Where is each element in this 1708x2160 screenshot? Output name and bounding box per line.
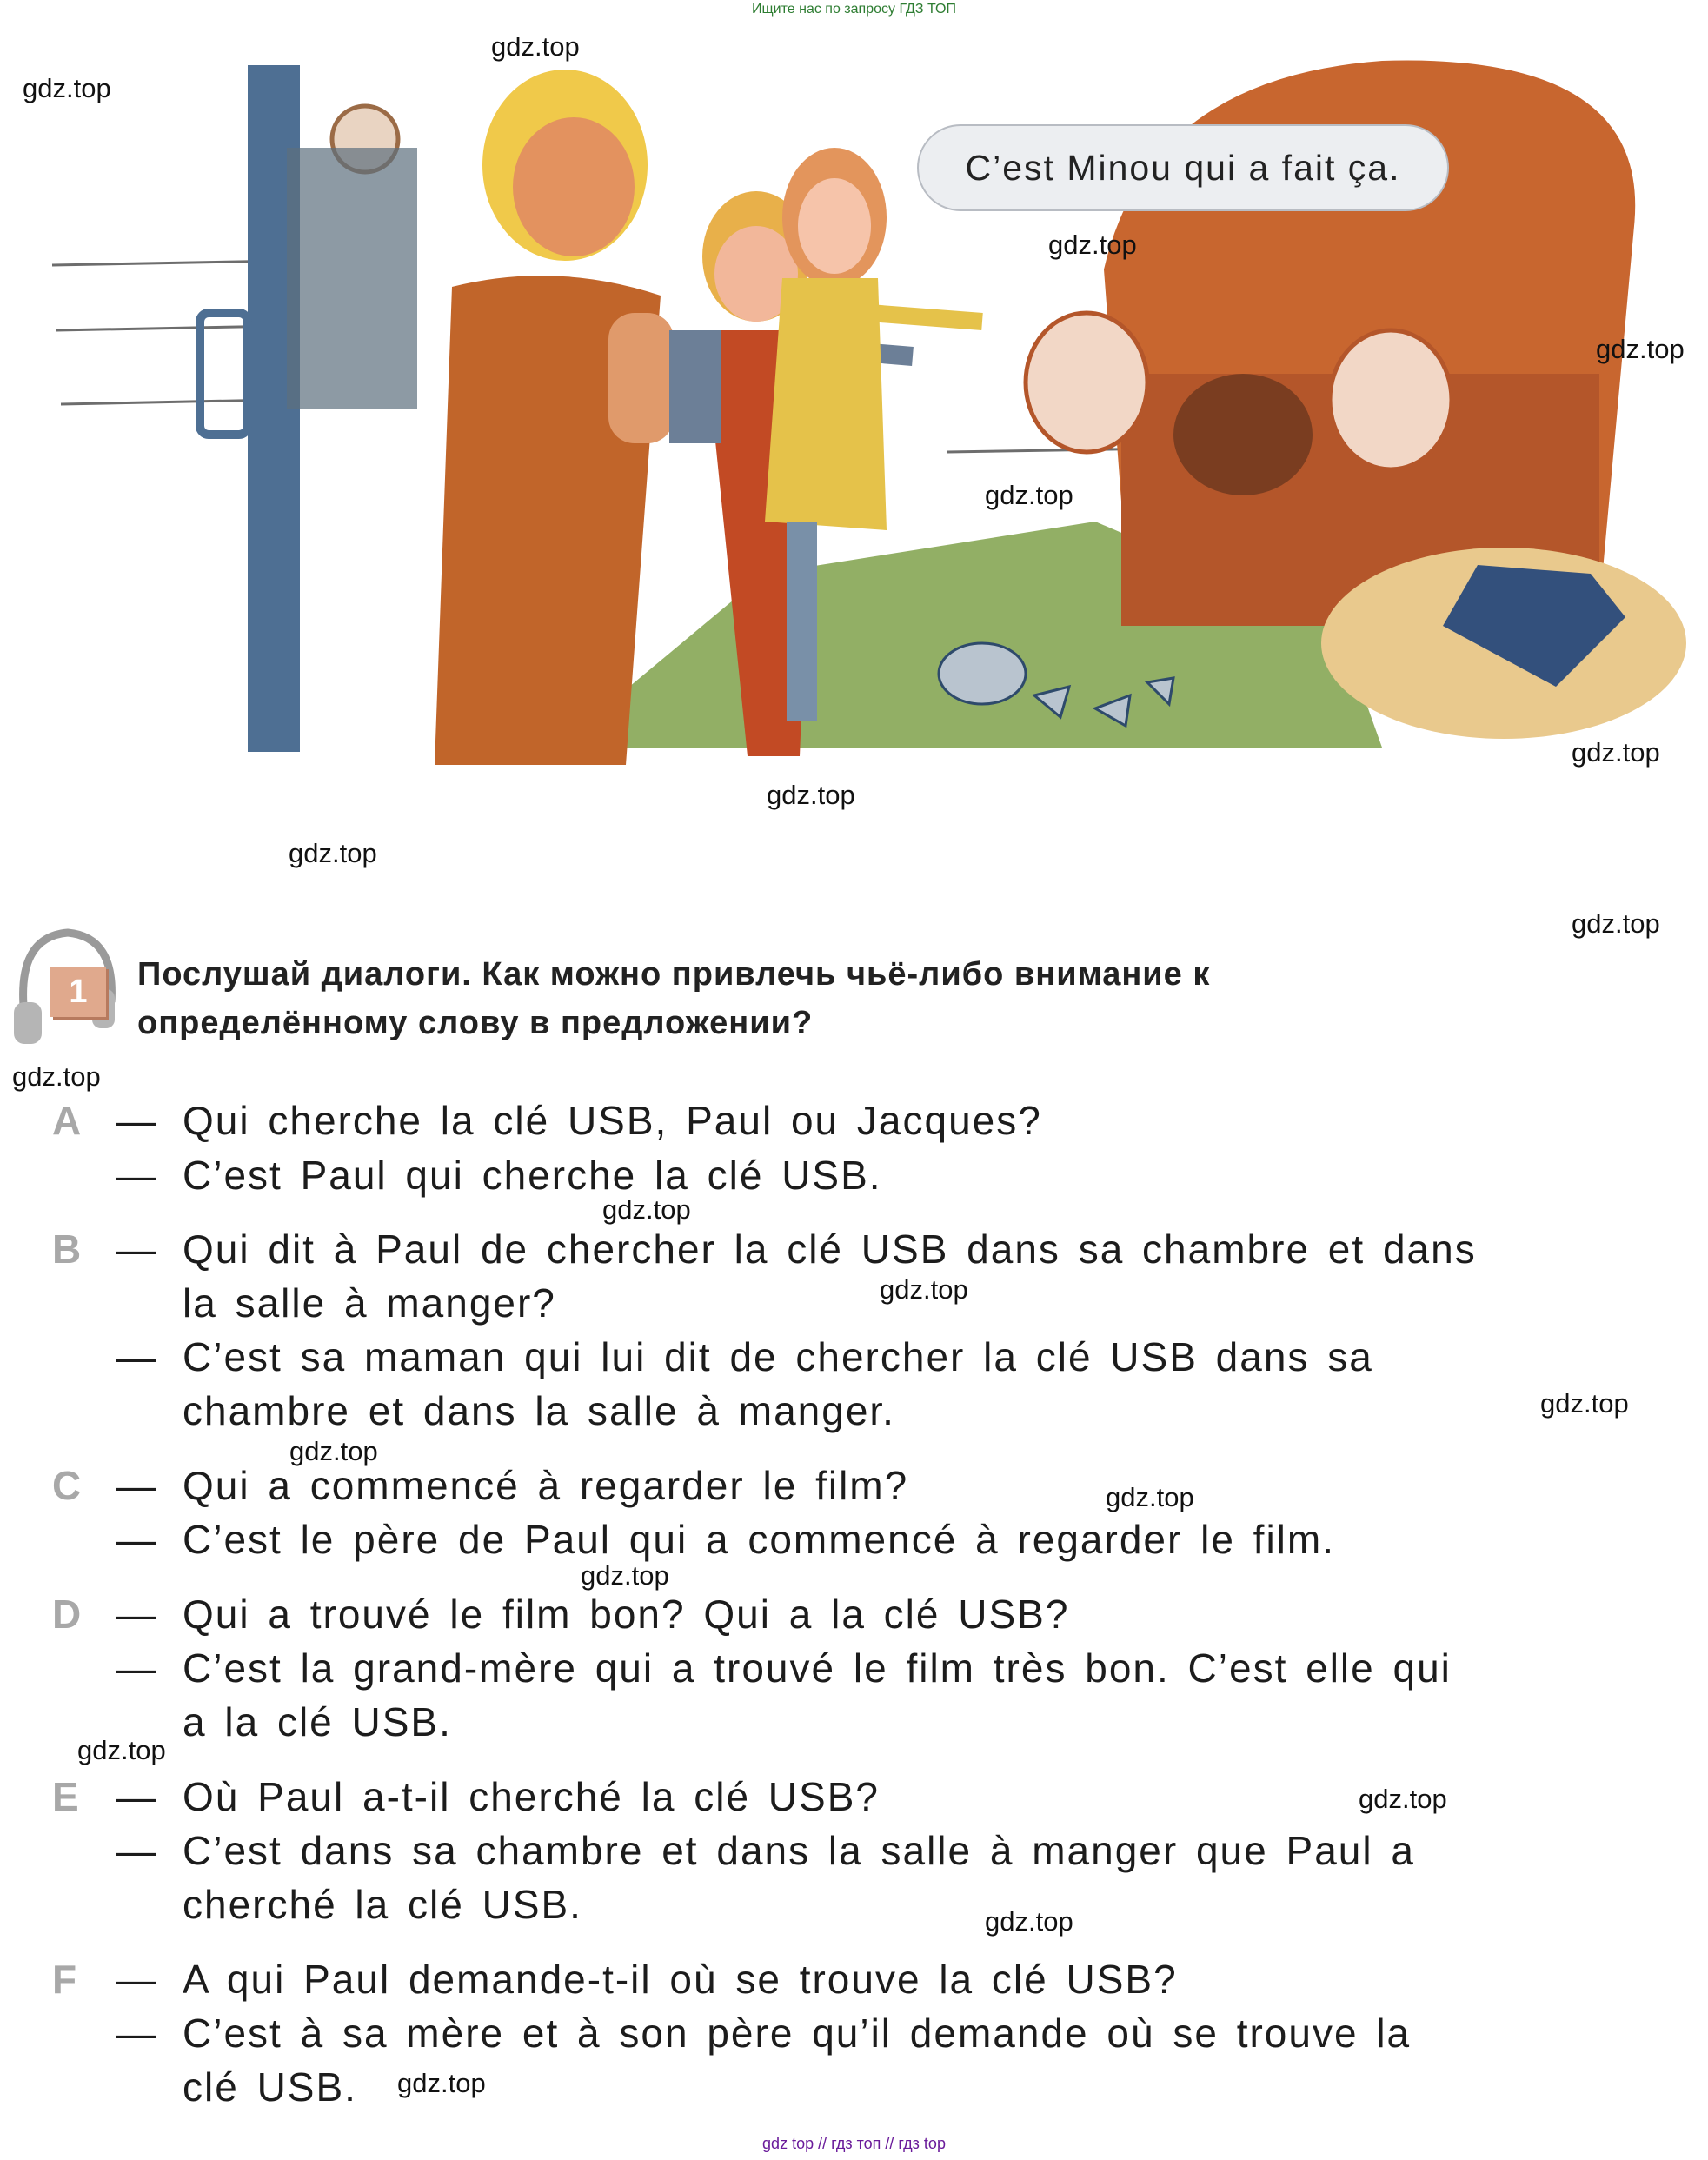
watermark: gdz.top — [581, 1560, 669, 1591]
watermark: gdz.top — [1572, 908, 1660, 939]
dialog-f-line-2: C’est à sa mère et à son père qu’il demande où se trouve la — [183, 2010, 1412, 2056]
dash: — — [116, 1153, 156, 1198]
watermark: gdz.top — [1359, 1784, 1447, 1814]
dash: — — [116, 1645, 156, 1691]
watermark: gdz.top — [289, 1436, 378, 1466]
dash: — — [116, 1517, 156, 1562]
dialog-letter-f: F — [52, 1957, 77, 2002]
dialog-b-line-4: chambre et dans la salle à manger. — [183, 1388, 895, 1433]
footer: gdz top // гдз топ // гдз top — [762, 2135, 946, 2152]
task-instruction-line: Послушай диалоги. Как можно привлечь чьё-либо внимание к — [137, 956, 1211, 993]
dialog-c-line-1: Qui a commencé à regarder le film? — [183, 1463, 909, 1508]
task-number: 1 — [50, 967, 106, 1017]
dialog-letter-d: D — [52, 1592, 82, 1637]
dialog-f-line-3: clé USB. — [183, 2064, 357, 2110]
dialog-f-line-1: A qui Paul demande-t-il où se trouve la clé USB? — [183, 1957, 1178, 2002]
dash: — — [116, 1098, 156, 1143]
task-instruction — [137, 950, 1441, 1047]
dash: — — [116, 1463, 156, 1508]
watermark: gdz.top — [491, 31, 580, 62]
dialog-b-line-3: C’est sa maman qui lui dit de chercher la clé USB dans sa — [183, 1334, 1373, 1379]
watermark: gdz.top — [1048, 229, 1137, 260]
cat-minou — [1173, 374, 1313, 495]
watermark: gdz.top — [1106, 1482, 1194, 1512]
dialog-d-line-3: a la clé USB. — [183, 1699, 452, 1745]
watermark: gdz.top — [77, 1735, 166, 1765]
speech-bubble: C’est Minou qui a fait ça. — [917, 124, 1449, 211]
dialog-b-line-1: Qui dit à Paul de chercher la clé USB dans sa chambre et dans — [183, 1226, 1477, 1272]
watermark: gdz.top — [12, 1061, 101, 1092]
top-banner: Ищите нас по запросу ГДЗ ТОП — [752, 2, 956, 17]
dialog-letter-e: E — [52, 1774, 79, 1819]
task-instruction-line: определённому слову в предложении? — [137, 1005, 814, 1041]
watermark: gdz.top — [397, 2068, 486, 2098]
watermark: gdz.top — [767, 780, 855, 810]
illustration-scene — [0, 0, 1708, 782]
dialog-e-line-3: cherché la clé USB. — [183, 1882, 582, 1927]
dialog-a-line-2: C’est Paul qui cherche la clé USB. — [183, 1153, 882, 1198]
dash: — — [116, 1828, 156, 1873]
dialog-letter-b: B — [52, 1226, 82, 1272]
dialog-a-line-1: Qui cherche la clé USB, Paul ou Jacques? — [183, 1098, 1042, 1143]
dialog-c-line-2: C’est le père de Paul qui a commencé à regarder le film. — [183, 1517, 1336, 1562]
dash: — — [116, 1592, 156, 1637]
woman-figure — [435, 70, 674, 765]
dash: — — [116, 1334, 156, 1379]
watermark: gdz.top — [289, 838, 377, 868]
dialog-b-line-2: la salle à manger? — [183, 1280, 556, 1326]
dash: — — [116, 2010, 156, 2056]
dialog-d-line-2: C’est la grand-mère qui a trouvé le film très bon. C’est elle qui — [183, 1645, 1452, 1691]
dialog-e-line-1: Où Paul a-t-il cherché la clé USB? — [183, 1774, 880, 1819]
dash: — — [116, 1957, 156, 2002]
watermark: gdz.top — [23, 73, 111, 103]
watermark: gdz.top — [1596, 334, 1685, 364]
dialog-letter-c: C — [52, 1463, 82, 1508]
dialog-d-line-1: Qui a trouvé le film bon? Qui a la clé USB? — [183, 1592, 1070, 1637]
watermark: gdz.top — [1540, 1388, 1629, 1419]
dialog-letter-a: A — [52, 1098, 82, 1143]
watermark: gdz.top — [985, 1906, 1073, 1937]
dialog-e-line-2: C’est dans sa chambre et dans la salle à manger que Paul a — [183, 1828, 1415, 1873]
dash: — — [116, 1226, 156, 1272]
dash: — — [116, 1774, 156, 1819]
watermark: gdz.top — [602, 1194, 691, 1225]
watermark: gdz.top — [985, 480, 1073, 510]
watermark: gdz.top — [880, 1274, 968, 1305]
watermark: gdz.top — [1572, 737, 1660, 768]
